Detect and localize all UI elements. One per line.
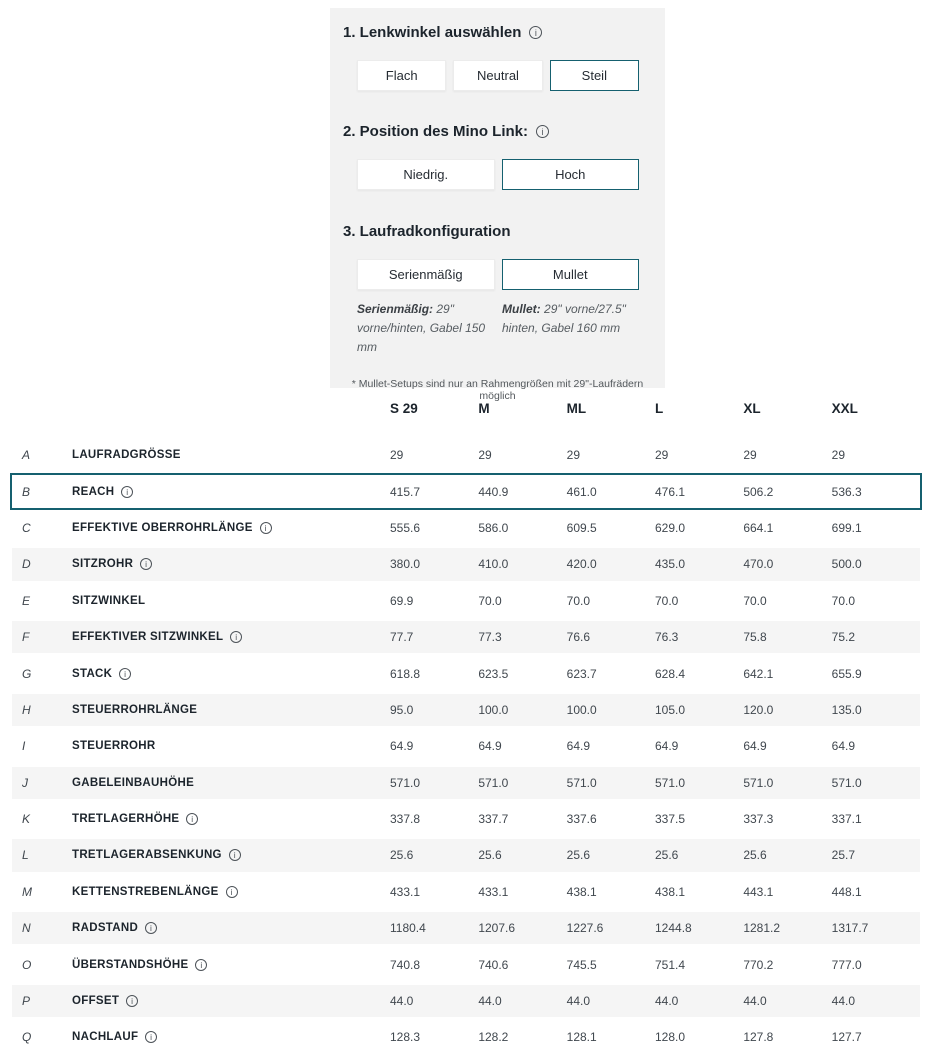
row-label (72, 959, 390, 971)
column-header: XXL (831, 400, 858, 416)
cell-value: 29 (655, 448, 669, 463)
row-label-text: STACK (72, 667, 113, 680)
cell-value: 337.7 (478, 812, 509, 827)
cell-value: 29 (478, 448, 492, 463)
table-row-e[interactable] (10, 583, 922, 619)
table-row-q[interactable] (10, 1019, 922, 1055)
row-letter: H (22, 702, 31, 717)
row-letter: F (22, 630, 30, 645)
description-text: 29" vorne/hinten, Gabel 150 mm (357, 302, 486, 354)
cell-value: 64.9 (831, 739, 856, 754)
row-letter: Q (22, 1030, 32, 1045)
cell-value: 1207.6 (478, 921, 516, 936)
cell-value: 128.1 (566, 1030, 597, 1045)
cell-value: 44.0 (478, 994, 502, 1009)
cell-value: 777.0 (831, 957, 862, 972)
cell-value: 629.0 (655, 520, 686, 535)
table-row-n[interactable] (10, 910, 922, 946)
info-icon[interactable]: i (195, 959, 207, 971)
row-letter: P (22, 994, 31, 1009)
row-label (72, 486, 390, 498)
cell-value: 1180.4 (390, 921, 426, 936)
cell-value: 420.0 (566, 557, 597, 572)
cell-value: 410.0 (478, 557, 509, 572)
section-title-lenkwinkel (343, 24, 652, 41)
cell-value: 25.6 (743, 848, 767, 863)
lenkwinkel-options (357, 60, 639, 91)
cell-value: 1244.8 (655, 921, 692, 936)
info-icon[interactable]: i (529, 26, 542, 39)
row-letter: E (22, 593, 31, 608)
row-label (72, 740, 390, 752)
row-letter: D (22, 557, 31, 572)
row-letter: M (22, 884, 32, 899)
cell-value: 25.6 (478, 848, 502, 863)
cell-value: 536.3 (831, 484, 862, 499)
cell-value: 1317.7 (831, 921, 869, 936)
row-letter: C (22, 520, 31, 535)
cell-value: 25.6 (655, 848, 679, 863)
cell-value: 337.6 (566, 812, 597, 827)
cell-value: 69.9 (390, 593, 414, 608)
cell-value: 100.0 (478, 702, 509, 717)
mino-link-options (357, 159, 639, 190)
cell-value: 618.8 (390, 666, 421, 681)
row-letter: L (22, 848, 29, 863)
cell-value: 337.8 (390, 812, 421, 827)
cell-value: 128.2 (478, 1030, 509, 1045)
section-title-mino-link (343, 123, 652, 140)
cell-value: 1227.6 (566, 921, 604, 936)
column-header: XL (743, 400, 761, 416)
table-header (12, 396, 920, 420)
description-text: 29" vorne/27.5" hinten, Gabel 160 mm (502, 302, 626, 335)
table-row-l[interactable] (10, 837, 922, 873)
cell-value: 75.8 (743, 630, 767, 645)
cell-value: 64.9 (655, 739, 679, 754)
option-neutral-button[interactable]: Neutral (453, 60, 542, 91)
laufrad-options (357, 259, 639, 290)
cell-value: 44.0 (743, 994, 767, 1009)
cell-value: 461.0 (566, 484, 597, 499)
cell-value: 438.1 (566, 884, 597, 899)
info-icon[interactable]: i (126, 995, 138, 1007)
cell-value: 120.0 (743, 702, 774, 717)
row-label (72, 886, 390, 898)
option-mullet-button[interactable]: Mullet (502, 259, 640, 290)
cell-value: 95.0 (390, 702, 414, 717)
cell-value: 64.9 (566, 739, 591, 754)
cell-value: 77.7 (390, 630, 414, 645)
cell-value: 415.7 (390, 484, 421, 499)
cell-value: 337.3 (743, 812, 774, 827)
row-letter: I (22, 739, 26, 754)
info-icon[interactable]: i (229, 849, 241, 861)
cell-value: 571.0 (478, 775, 509, 790)
option-serienmaessig-button[interactable]: Serienmäßig (357, 259, 495, 290)
cell-value: 500.0 (831, 557, 862, 572)
row-letter: G (22, 666, 32, 681)
cell-value: 70.0 (831, 593, 856, 608)
cell-value: 70.0 (478, 593, 502, 608)
cell-value: 586.0 (478, 520, 509, 535)
table-row-m[interactable] (10, 874, 922, 910)
cell-value: 127.8 (743, 1030, 774, 1045)
table-row-g[interactable] (10, 655, 922, 691)
cell-value: 745.5 (566, 957, 597, 972)
row-label-text: GABELEINBAUHÖHE (72, 776, 195, 789)
cell-value: 70.0 (655, 593, 679, 608)
cell-value: 628.4 (655, 666, 686, 681)
cell-value: 440.9 (478, 484, 509, 499)
option-flach-button[interactable]: Flach (357, 60, 446, 91)
row-label-text: TRETLAGERABSENKUNG (72, 849, 222, 862)
row-label (72, 449, 390, 461)
cell-value: 433.1 (478, 884, 509, 899)
cell-value: 555.6 (390, 520, 421, 535)
table-row-b[interactable] (10, 473, 922, 509)
description-lead: Serienmäßig: (357, 302, 434, 316)
cell-value: 664.1 (743, 520, 774, 535)
cell-value: 623.7 (566, 666, 597, 681)
section-title-laufradkonfiguration (343, 223, 652, 240)
cell-value: 29 (566, 448, 581, 463)
row-letter: O (22, 957, 32, 972)
cell-value: 29 (743, 448, 757, 463)
cell-value: 44.0 (831, 994, 856, 1009)
row-label (72, 595, 390, 607)
cell-value: 25.7 (831, 848, 856, 863)
option-niedrig-button[interactable]: Niedrig. (357, 159, 495, 190)
info-icon[interactable]: i (186, 813, 198, 825)
row-label-text: KETTENSTREBENLÄNGE (72, 885, 219, 898)
column-header: L (655, 400, 664, 416)
mullet-footnote: * Mullet-Setups sind nur an Rahmengrößen mit 29"-Laufrädern möglich (351, 378, 644, 402)
cell-value: 699.1 (831, 520, 862, 535)
cell-value: 506.2 (743, 484, 774, 499)
cell-value: 70.0 (566, 593, 591, 608)
info-icon[interactable]: i (121, 486, 133, 498)
serienmaessig-description (357, 300, 494, 357)
cell-value: 770.2 (743, 957, 774, 972)
description-lead: Mullet: (502, 302, 541, 316)
row-label (72, 668, 390, 680)
row-label-text: EFFEKTIVER SITZWINKEL (72, 631, 224, 644)
info-icon[interactable]: i (260, 522, 272, 534)
cell-value: 75.2 (831, 630, 856, 645)
section-title-text: 2. Position des Mino Link: (343, 123, 529, 140)
mullet-description (502, 300, 639, 357)
info-icon[interactable]: i (226, 886, 238, 898)
table-row-j[interactable] (10, 765, 922, 801)
row-label (72, 922, 390, 934)
cell-value: 571.0 (390, 775, 421, 790)
info-icon[interactable]: i (140, 558, 152, 570)
cell-value: 655.9 (831, 666, 862, 681)
info-icon[interactable]: i (145, 922, 157, 934)
row-label (72, 849, 390, 861)
cell-value: 76.6 (566, 630, 591, 645)
cell-value: 435.0 (655, 557, 686, 572)
cell-value: 64.9 (743, 739, 767, 754)
option-hoch-button[interactable]: Hoch (502, 159, 640, 190)
row-label-text: SITZROHR (72, 558, 134, 571)
cell-value: 64.9 (390, 739, 414, 754)
info-icon[interactable]: i (536, 125, 549, 138)
cell-value: 571.0 (566, 775, 597, 790)
column-header: S 29 (390, 400, 418, 416)
cell-value: 127.7 (831, 1030, 862, 1045)
cell-value: 609.5 (566, 520, 597, 535)
table-row-a[interactable] (10, 437, 922, 473)
row-letter: B (22, 484, 31, 499)
cell-value: 44.0 (390, 994, 414, 1009)
cell-value: 128.3 (390, 1030, 421, 1045)
row-label (72, 813, 390, 825)
cell-value: 571.0 (655, 775, 686, 790)
row-label (72, 704, 390, 716)
table-row-h[interactable] (10, 692, 922, 728)
cell-value: 751.4 (655, 957, 686, 972)
row-label-text: EFFEKTIVE OBERROHRLÄNGE (72, 521, 253, 534)
cell-value: 623.5 (478, 666, 509, 681)
table-row-p[interactable] (10, 983, 922, 1019)
row-label-text: STEUERROHR (72, 740, 156, 753)
cell-value: 380.0 (390, 557, 421, 572)
cell-value: 740.6 (478, 957, 509, 972)
info-icon[interactable]: i (119, 668, 131, 680)
row-label-text: LAUFRADGRÖSSE (72, 449, 181, 462)
table-body (0, 437, 932, 1056)
table-row-d[interactable] (10, 546, 922, 582)
cell-value: 470.0 (743, 557, 774, 572)
row-label-text: OFFSET (72, 995, 120, 1008)
row-label-text: STEUERROHRLÄNGE (72, 703, 198, 716)
row-label (72, 522, 390, 534)
table-row-i[interactable] (10, 728, 922, 764)
cell-value: 25.6 (566, 848, 591, 863)
row-letter: A (22, 448, 31, 463)
row-letter: N (22, 921, 31, 936)
cell-value: 77.3 (478, 630, 502, 645)
geometry-config-panel (330, 8, 665, 402)
column-header: ML (566, 400, 587, 416)
cell-value: 642.1 (743, 666, 774, 681)
cell-value: 29 (831, 448, 846, 463)
cell-value: 438.1 (655, 884, 686, 899)
row-label-text: RADSTAND (72, 922, 139, 935)
cell-value: 571.0 (743, 775, 774, 790)
section-title-text: 3. Laufradkonfiguration (343, 223, 511, 240)
cell-value: 337.1 (831, 812, 862, 827)
row-label-text: TRETLAGERHÖHE (72, 813, 180, 826)
cell-value: 135.0 (831, 702, 862, 717)
column-header: M (478, 400, 490, 416)
cell-value: 571.0 (831, 775, 862, 790)
row-label (72, 1031, 390, 1043)
table-row-o[interactable] (10, 946, 922, 982)
section-title-text: 1. Lenkwinkel auswählen (343, 24, 522, 41)
table-row-f[interactable] (10, 619, 922, 655)
cell-value: 70.0 (743, 593, 767, 608)
table-row-c[interactable] (10, 510, 922, 546)
row-label-text: REACH (72, 485, 115, 498)
cell-value: 128.0 (655, 1030, 686, 1045)
cell-value: 443.1 (743, 884, 774, 899)
cell-value: 1281.2 (743, 921, 781, 936)
info-icon[interactable]: i (145, 1031, 157, 1043)
cell-value: 25.6 (390, 848, 414, 863)
row-label (72, 995, 390, 1007)
row-label (72, 558, 390, 570)
info-icon[interactable]: i (230, 631, 242, 643)
geometry-table (0, 396, 932, 1056)
row-label (72, 777, 390, 789)
option-descriptions (357, 300, 639, 357)
row-label-text: ÜBERSTANDSHÖHE (72, 958, 189, 971)
cell-value: 337.5 (655, 812, 686, 827)
row-letter: K (22, 812, 31, 827)
cell-value: 76.3 (655, 630, 679, 645)
row-letter: J (22, 775, 28, 790)
cell-value: 44.0 (655, 994, 679, 1009)
cell-value: 100.0 (566, 702, 597, 717)
cell-value: 29 (390, 448, 404, 463)
cell-value: 448.1 (831, 884, 862, 899)
row-label (72, 631, 390, 643)
table-row-k[interactable] (10, 801, 922, 837)
cell-value: 64.9 (478, 739, 502, 754)
row-label-text: SITZWINKEL (72, 594, 146, 607)
cell-value: 740.8 (390, 957, 421, 972)
cell-value: 105.0 (655, 702, 686, 717)
cell-value: 476.1 (655, 484, 686, 499)
cell-value: 44.0 (566, 994, 591, 1009)
cell-value: 433.1 (390, 884, 421, 899)
option-steil-button[interactable]: Steil (550, 60, 639, 91)
row-label-text: NACHLAUF (72, 1031, 139, 1044)
